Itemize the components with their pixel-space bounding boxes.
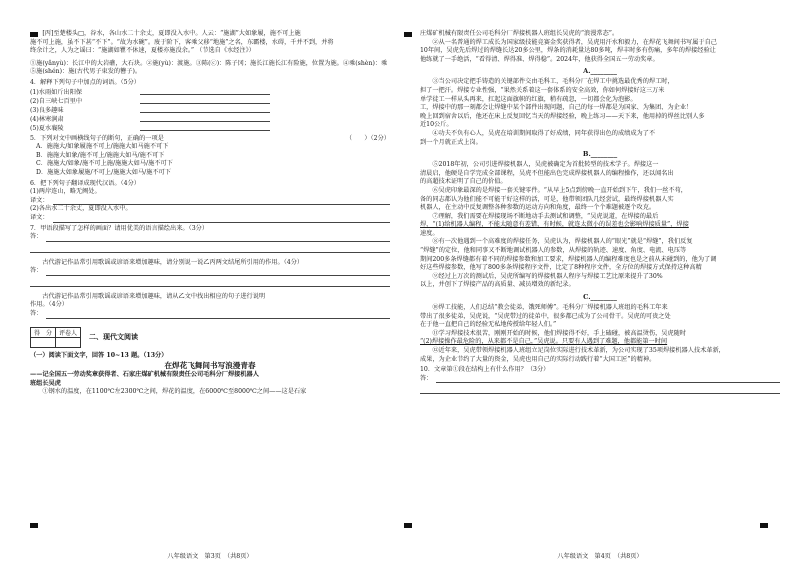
article-line: 清晨启，他硬是自学完成全部课程，吴虎不但能出色完成焊接机器人的编程操作，还以闻名出 xyxy=(420,169,674,177)
article-line: 在于他一直把自己的经验无私地传授给年轻人们。” xyxy=(420,321,557,329)
page-footer: 八年级语文 第3页 （共8页） xyxy=(167,553,253,560)
underlined-sentence: “(2)焊接操作最危险的，从来都不是自己，”吴虎说。只要有人遇到了难题，他都能第一时间 xyxy=(420,338,668,346)
score-cell[interactable] xyxy=(31,337,56,347)
article-line: ⑩焊工技能，人们总结“教会徒弟，饿死师傅”。毛科分厂焊接机器人班组的毛科工年来 xyxy=(420,304,668,312)
article-line: ⑫近年来，吴虎带领焊接机器人班组立足岗位实际进行技术革新，为公司实现了35项焊接机器人技术革新， xyxy=(420,347,725,354)
question-10-stem: 10．文章第①段在结构上有什么作用？（3分） xyxy=(420,366,550,374)
translation-line-1: 译文： xyxy=(30,197,390,206)
question-7-answer: 答： xyxy=(30,233,390,242)
answer-blank[interactable] xyxy=(140,106,270,113)
question-6-sentence-2: (2)各出水二十余丈，夏即没入水中。 xyxy=(30,205,132,213)
page-4 xyxy=(420,30,780,560)
question-7-stem: 7．甲语段描写了怎样的画面？请用优美的语言描绘出来。（3分） xyxy=(30,224,209,232)
section-b-heading[interactable]: B.________ xyxy=(582,150,618,159)
article-title: 在焊花飞舞间书写浪漫青春 xyxy=(164,361,256,371)
article-line: 成果，为企业节约了大量的资金，吴虎也用自己的实际行动践行着“大国工匠”的精神。 xyxy=(420,355,656,363)
question-4-item-4: (4)林寒涧肃 xyxy=(30,115,390,124)
translation-line-2: 译文： xyxy=(30,214,390,223)
question-6-sentence-1: (1)两岸连山，略无阙处。 xyxy=(30,188,101,196)
question-8-answer: 答： xyxy=(30,267,390,276)
article-line: ⑧有一次他遇到一个高难度的焊接任务，吴虎认为，焊接机器人的“眼光”就是“焊缝”，我们反复 xyxy=(420,238,693,246)
answer-blank[interactable] xyxy=(140,97,270,104)
article-line: 的高超技术证明了自己的价值。 xyxy=(420,178,507,186)
question-9-stem-2: 作用。（4分） xyxy=(30,301,68,309)
section-c-heading[interactable]: C.________ xyxy=(583,293,617,302)
question-4-stem: 4．解释下列句子中加点的词语。（5分） xyxy=(30,78,140,86)
article-line: 庄煤矿机械有限责任公司毛科分厂焊接机器人班组长吴虎的“浪漫常态”。 xyxy=(420,30,619,37)
article-line: 他练就了一手绝活，“看得清、焊得准、焊得稳”。2024年，他获得全国五一劳动奖章。 xyxy=(420,55,659,63)
article-line: ③当公司决定把手铸造的关键部件交由毛科工，毛科分厂在焊工中挑选最优秀的焊工时， xyxy=(420,78,674,86)
article-line: 工，焊接中的那一刻都会让焊缝中某个部件出现问题，自己的每一焊都是为国家、为集团、为企业！ xyxy=(420,104,693,112)
answer-rule[interactable] xyxy=(30,244,390,253)
article-line: 晚上回到宿舍以后，他还在床上反复回忆当天的焊接经验，晚上练习——天下来，他用掉的焊丝比别人多 xyxy=(420,112,705,120)
section-title: 二、现代文阅读 xyxy=(89,332,138,342)
passage-line: 终余计之，人为之谣曰：“施湖如瞿不休速，夏楼亦施没余。” （节选自《水经注》） xyxy=(30,47,255,55)
question-10-answer: 答： xyxy=(420,375,780,384)
article-line: ⑥吴虎印象最深的是焊接一套关键零件。“从早上5点到傍晚一直开始到下午，我们一丝不苟， xyxy=(420,186,687,194)
article-line: ⑦理解，我们需要在焊接现场不断地动手去测试和调整，“吴虎说道，在焊接的最后 xyxy=(420,212,659,220)
section-header xyxy=(30,327,390,348)
option-a[interactable]: A．施施大/如象履施不可上/施施大如马施不可下 xyxy=(36,143,169,151)
passage-line: [丙]至楚楼头□，谷水，各山水二十余丈，夏即没入水中。人云：“施湖”大如象履，施不可上施 xyxy=(30,30,301,37)
article-line: 好这些焊接参数，他写了800多条焊接程序文件，比定了8种程序文件，全方位的焊接方式保持这种高精 xyxy=(420,264,702,272)
answer-blank[interactable] xyxy=(140,124,270,131)
grader-cell[interactable] xyxy=(56,337,81,347)
article-line: ⑪学习焊接技术很苦，刚刚开始的时候，他们焊接得不好，手上磕碰，被高温烫伤，吴虎随时 xyxy=(420,329,687,337)
answer-rule[interactable] xyxy=(30,278,390,287)
notes-line: ⑤施(shén)：施(古代男子束发的簪子)。 xyxy=(30,68,142,76)
question-5-stem: 5．下列对文中画横线句子的断句，正确的一项是 （ ）（2分） xyxy=(30,134,390,142)
article-line: 备的同志都认为他们能不可能干好这样的活，可是，他带领团队几经尝试，最终焊接机器人实 xyxy=(420,195,674,203)
question-9-stem: 古代游记作品常引用歌谣或谚语来增加趣味，请从乙文中找出相应的句子进行说明 xyxy=(30,292,266,300)
question-9-answer: 答： xyxy=(30,310,390,319)
score-table: 得 分 评卷人 xyxy=(30,327,81,348)
page-3 xyxy=(30,30,390,560)
article-subtitle-1: ——记全国五一劳动奖章获得者、石家庄煤矿机械有限责任公司毛科分厂焊接机器人 xyxy=(30,371,259,379)
question-4-item-1: (1)水雨如斤出阳保 xyxy=(30,88,390,97)
article-line: ②从一名普通的焊工成长为国家级技能竞赛金奖获得者，吴虎用汗水和毅力，在焊花飞舞间书写属于自己 xyxy=(420,38,717,46)
article-line: 速度。 xyxy=(420,229,439,237)
article-line: 单学徒工一样从头再来，扛起这面旗帜的红旗，稍有疏忽，一切都会化为泡影。 xyxy=(420,95,637,103)
option-c[interactable]: C．施施大/如象/施不可上施/施施大如马/施不可下 xyxy=(36,160,173,168)
article-line: 以上，并创下了焊接产品的高质量、减员增效的新纪录。 xyxy=(420,281,575,289)
question-5-score: （ ）（2分） xyxy=(345,134,390,142)
article-line: 机器人，在主动中反复调整各种参数的运动方向和角度，最终一个个难题被逐个攻克。 xyxy=(420,204,656,212)
question-4-item-2: (2)自三峡七百里中 xyxy=(30,97,390,106)
question-4-item-3: (3)良多趣味 xyxy=(30,106,390,115)
registration-mark-bottom-middle xyxy=(404,523,412,528)
question-8-stem: 古代游记作品常引用歌谣或谚语来增加趣味，请分别说一说乙丙两文结尾所引用的作用。（4分） xyxy=(30,258,304,266)
article-line: ⑤2018年初，公司引进焊接机器人，吴虎被确定为首批转型的技术学子。焊接这一 xyxy=(420,161,659,169)
article-line: ④功夫不负有心人，吴虎在培训期间取得了好成绩，同年获得出色的成绩成为了不 xyxy=(420,129,656,137)
passage-line: 施不可上施，虽不下甚“不下”。“故为水碗”。废于阶下，客乘父移“地施”之名，东霸楼，水碍，千并不到，并将 xyxy=(30,38,334,46)
answer-blank[interactable] xyxy=(140,88,270,95)
reading-heading: （一）阅读下面文字，回答 10~13 题。（13分） xyxy=(30,351,168,359)
article-line: “焊缝”的定位，他和同事又不断地调试机器人的参数，从焊接的轨迹、速度、角度、电流、电压等 xyxy=(420,247,687,255)
option-b[interactable]: B．施施大如象/施不可上/施施大如马/施不可下 xyxy=(36,151,165,159)
article-paragraph-1: ①钢水的温度，在1100℃左2300℃之间，焊花的温度，在6000℃至8000℃之间——这是石家 xyxy=(30,388,307,396)
answer-rule[interactable] xyxy=(420,385,780,394)
article-line: ⑨经过上万次的测试后，吴虎所编写的焊接机器人程序与焊接工艺比原来提升了30% xyxy=(420,272,663,280)
answer-blank[interactable] xyxy=(140,115,270,122)
notes-line: ①施(yǎnyù)：长江中的大岩礁，大石块。②施(yù)：渡施。③陈(ⓒ)：陈子冈；施长江施长江有险施，位置为施。④乘(shèn)：乘 xyxy=(30,59,388,67)
article-line: 期间200多条焊缝都有着不同的焊接参数和加工要求，焊接机器人的编程难度也是之前从未碰到的，他为了调 xyxy=(420,255,717,263)
registration-mark-top-right xyxy=(404,32,412,37)
page-footer: 八年级语文 第4页 （共8页） xyxy=(557,553,643,560)
article-line: 近10公斤。 xyxy=(420,121,453,129)
article-line: 担了一把汗。焊接专业性强，“果然关系着这一套体系的安全高效，你如何焊接好这三万米 xyxy=(420,86,665,94)
underlined-sentence: 焊，“(1)给机器人编程，不能太随意有差错，有时候，就连太微小的误差也会影响焊接质量”，焊接 xyxy=(420,221,689,229)
question-6-stem: 6．把下列句子翻译成现代汉语。（4分） xyxy=(30,179,140,187)
question-4-item-5: (5)夏水襄陵 xyxy=(30,124,390,133)
section-a-heading[interactable]: A.________ xyxy=(583,67,617,76)
option-d[interactable]: D．施施大如象履施/不可上/施施大如马/施不可下 xyxy=(36,168,171,176)
article-subtitle-2: 班组长吴虎 xyxy=(30,379,61,387)
article-line: 到一个月就正式上岗。 xyxy=(420,138,482,146)
article-line: 带出了很多徒弟，吴虎说，“吴虎带过的徒弟中，很多都已成为了公司骨干。吴虎的可贵之处 xyxy=(420,312,671,320)
article-line: 10年间，吴虎先后焊过的焊缝长达20多公里，焊条的消耗量达80多吨，焊丰时多有伤痛，多年的焊接经验让 xyxy=(420,47,716,55)
